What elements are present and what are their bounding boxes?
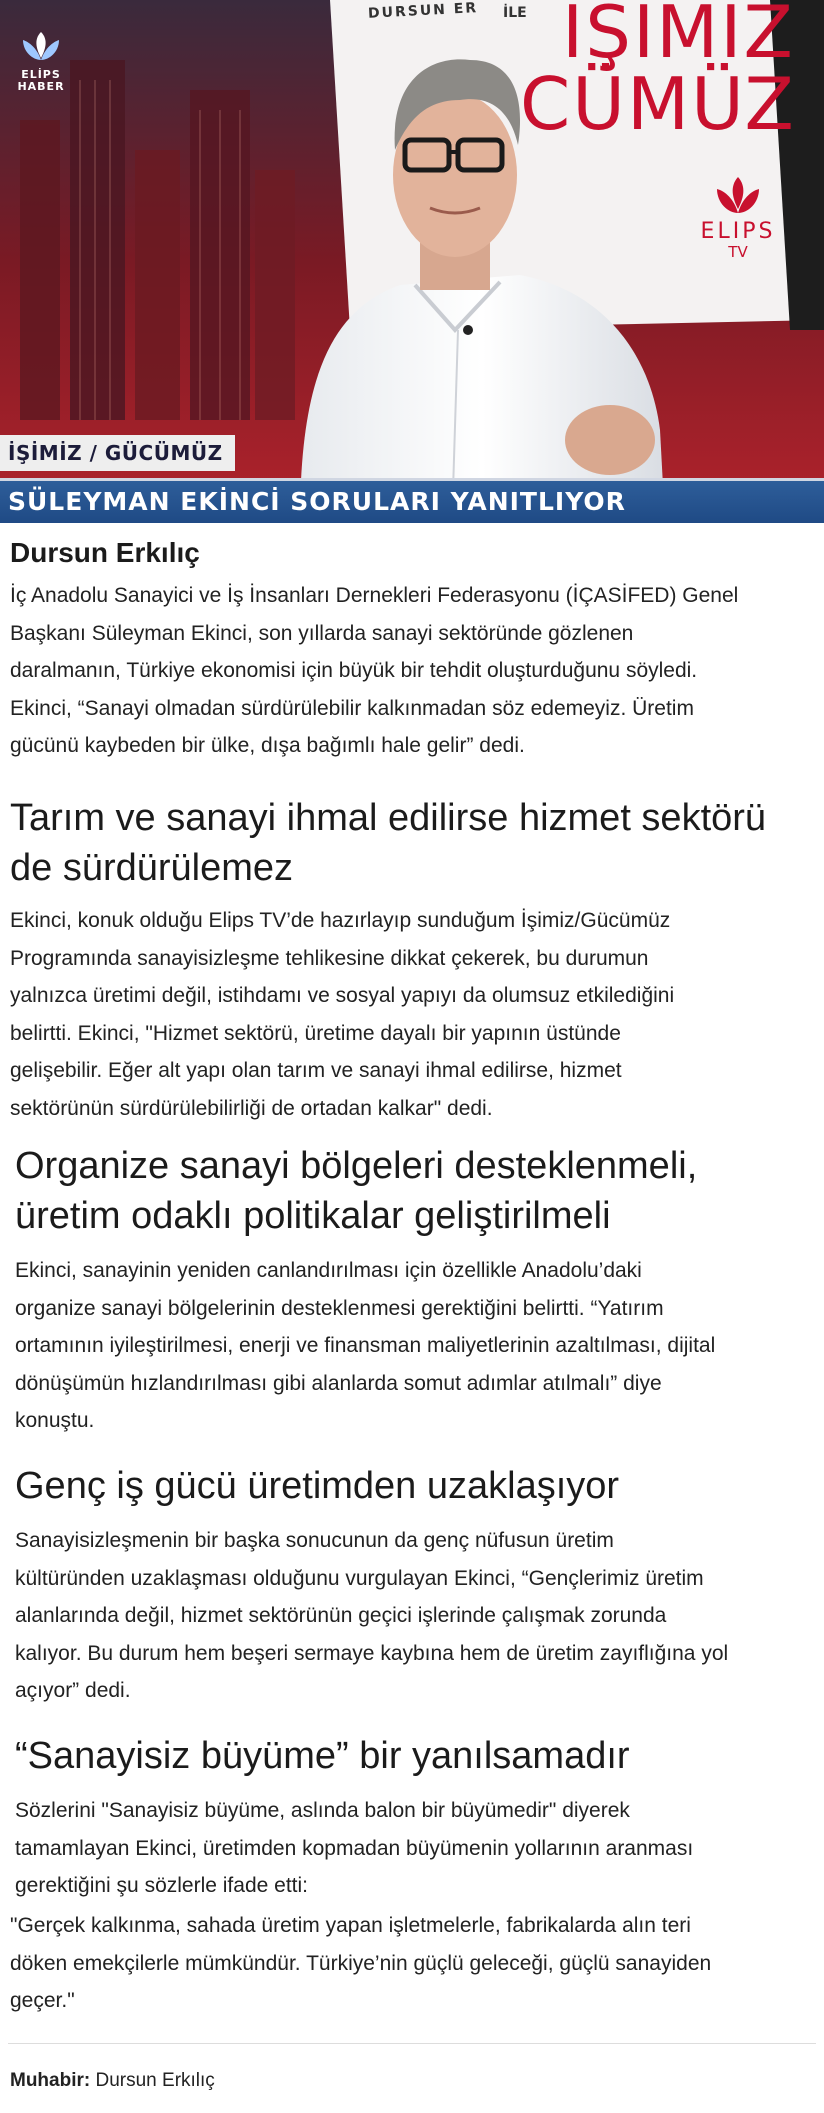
paragraph-line: daralmanın, Türkiye ekonomisi için büyük bir tehdit oluşturduğunu söyledi.: [10, 659, 698, 682]
butterfly-logo-icon: [19, 30, 63, 64]
intro-paragraph: [10, 577, 738, 765]
heading-line: “Sanayisiz büyüme” bir yanılsamadır: [15, 1735, 630, 1777]
paragraph-line: İç Anadolu Sanayici ve İş İnsanları Dernekleri Federasyonu (İÇASİFED) Genel: [10, 584, 739, 607]
paragraph-line: alanlarında değil, hizmet sektörünün geçici işlerinde çalışmak zorunda: [15, 1604, 667, 1627]
paragraph-line: Ekinci, konuk olduğu Elips TV’de hazırlayıp sunduğum İşimiz/Gücümüz: [10, 909, 671, 932]
paragraph-line: açıyor” dedi.: [15, 1679, 131, 1702]
paragraph-line: sektörünün sürdürülebilirliği de ortadan kalkar" dedi.: [10, 1096, 493, 1120]
section-paragraph-3: [15, 1522, 728, 1710]
paragraph-line: geçer.": [10, 1989, 75, 2012]
paragraph-line: dönüşümün hızlandırılması gibi alanlarda somut adımlar atılmalı” diye: [15, 1371, 662, 1395]
elips-haber-logo-text: ELİPS HABER: [17, 68, 65, 93]
section-paragraph-2: [15, 1252, 715, 1440]
quote-paragraph: [10, 1907, 711, 2020]
heading-line: Tarım ve sanayi ihmal edilirse hizmet sektörü: [10, 797, 767, 839]
elips-tv-flower-icon: [713, 175, 763, 215]
elips-tv-logo-name: ELIPS: [700, 219, 776, 244]
paragraph-line: gelişebilir. Eğer alt yapı olan tarım ve sanayi ihmal edilirse, hizmet: [10, 1059, 622, 1082]
reporter-byline: [10, 2068, 215, 2094]
heading-line: de sürdürülemez: [10, 847, 294, 889]
paragraph-line: Sanayisizleşmenin bir başka sonucunun da genç nüfusun üretim: [15, 1529, 614, 1552]
paragraph-line: belirtti. Ekinci, "Hizmet sektörü, üretime dayalı bir yapının üstünde: [10, 1021, 621, 1045]
lower-third-banner: [0, 478, 824, 523]
paragraph-line: ortamının iyileştirilmesi, enerji ve finansman maliyetlerinin azaltılması, dijital: [15, 1334, 716, 1357]
paragraph-line: Başkanı Süleyman Ekinci, son yıllarda sanayi sektöründe gözlenen: [10, 621, 634, 645]
paragraph-line: organize sanayi bölgelerinin desteklenmesi gerektiğini belirtti. “Yatırım: [15, 1296, 664, 1320]
section-paragraph-4: [15, 1792, 693, 1905]
paragraph-line: konuştu.: [15, 1409, 95, 1432]
paragraph-line: Ekinci, “Sanayi olmadan sürdürülebilir kalkınmadan söz edemeyiz. Üretim: [10, 696, 694, 720]
elips-haber-logo: [6, 30, 76, 93]
paragraph-line: Ekinci, sanayinin yeniden canlandırılması için özellikle Anadolu’daki: [15, 1259, 642, 1282]
byline-divider: [8, 2043, 816, 2044]
paragraph-line: kültüründen uzaklaşması olduğunu vurgulayan Ekinci, “Gençlerimiz üretim: [15, 1566, 704, 1590]
paragraph-line: gerektiğini şu sözlerle ifade etti:: [15, 1874, 308, 1897]
section-heading-2: [15, 1141, 697, 1241]
paragraph-line: Programında sanayisizleşme tehlikesine dikkat çekerek, bu durumun: [10, 946, 649, 970]
elips-tv-logo: [688, 175, 788, 260]
paragraph-line: gücünü kaybeden bir ülke, dışa bağımlı hale gelir” dedi.: [10, 734, 525, 757]
section-heading-3: [15, 1461, 619, 1511]
lower-third-text: SÜLEYMAN EKİNCİ SORULARI YANITLIYOR: [8, 487, 626, 516]
section-heading-1: [10, 793, 766, 893]
article-author: Dursun Erkılıç: [10, 537, 200, 568]
paragraph-line: kalıyor. Bu durum hem beşeri sermaye kaybına hem de üretim zayıflığına yol: [15, 1641, 729, 1665]
paragraph-line: tamamlayan Ekinci, üretimden kopmadan büyümenin yollarının aranması: [15, 1836, 694, 1860]
hero-image: [0, 0, 824, 523]
elips-tv-logo-sub: TV: [728, 243, 748, 261]
section-heading-4: [15, 1731, 630, 1781]
paragraph-line: yalnızca üretimi değil, istihdamı ve sosyal yapıyı da olumsuz etkilediğini: [10, 984, 675, 1007]
studio-backdrop-title-2: CÜMÜZ: [520, 62, 796, 146]
reporter-label: Muhabir:: [10, 2070, 91, 2091]
heading-line: Organize sanayi bölgeleri desteklenmeli,: [15, 1145, 698, 1187]
program-tag: İŞİMİZ / GÜCÜMÜZ: [0, 435, 235, 471]
reporter-name: Dursun Erkılıç: [95, 2070, 215, 2091]
heading-line: Genç iş gücü üretimden uzaklaşıyor: [15, 1465, 620, 1507]
studio-backdrop-ile: İLE: [503, 5, 527, 21]
studio-backdrop-host: DURSUN ER: [367, 0, 479, 22]
paragraph-line: Sözlerini "Sanayisiz büyüme, aslında balon bir büyümedir" diyerek: [15, 1799, 630, 1822]
studio-backdrop-title-1: IŞIMIZ: [562, 0, 795, 74]
section-paragraph-1: [10, 902, 674, 1127]
paragraph-line: "Gerçek kalkınma, sahada üretim yapan işletmelerle, fabrikalarda alın teri: [10, 1914, 691, 1937]
heading-line: üretim odaklı politikalar geliştirilmeli: [15, 1195, 611, 1237]
paragraph-line: döken emekçilerle mümkündür. Türkiye’nin güçlü geleceği, güçlü sanayiden: [10, 1951, 712, 1975]
